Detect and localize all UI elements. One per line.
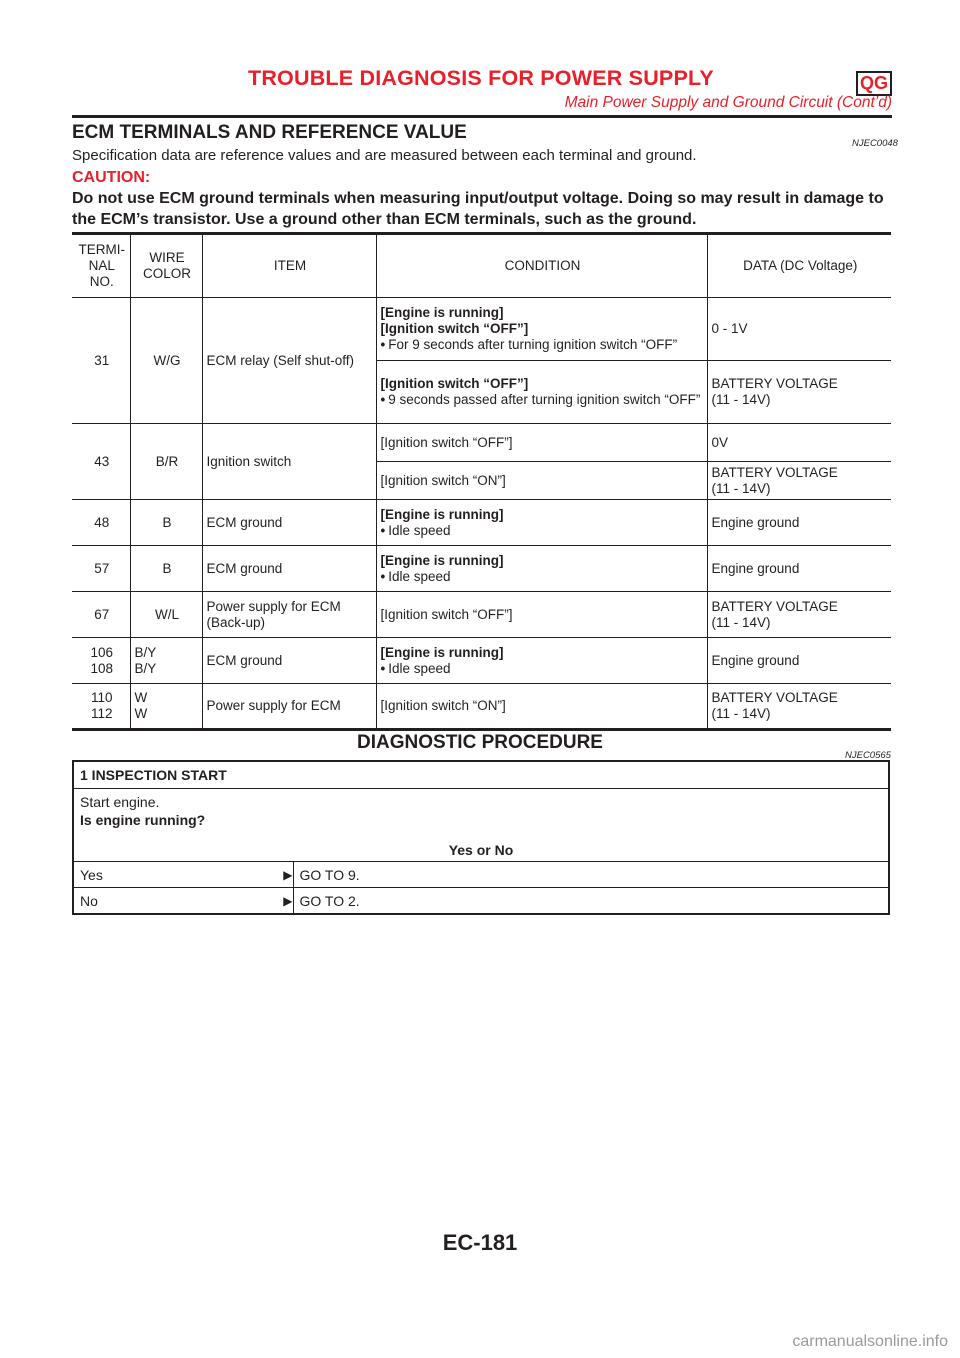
condition-cell	[376, 500, 707, 546]
terminal-line: 110	[90, 690, 113, 705]
item-cell: Power supply for ECM	[202, 684, 376, 730]
data-line: BATTERY VOLTAGE	[711, 690, 838, 705]
diagnostic-title: DIAGNOSTIC PROCEDURE	[357, 732, 603, 753]
page-number: EC-181	[442, 1230, 518, 1255]
terminal-cell: 57	[72, 546, 130, 592]
data-cell: Engine ground	[707, 500, 891, 546]
table-row	[72, 684, 891, 730]
condition-line: [Engine is running]	[380, 506, 504, 522]
arrow-right-icon: ▶	[263, 888, 293, 915]
condition-line: [Engine is running]	[380, 644, 504, 660]
question-line: Is engine running?	[80, 812, 206, 828]
bullet-icon: •	[380, 337, 386, 352]
terminal-cell	[72, 638, 130, 684]
data-line: BATTERY VOLTAGE	[711, 598, 838, 614]
wire-line: B/Y	[134, 644, 157, 660]
terminal-cell: 31	[72, 298, 130, 424]
condition-cell	[376, 361, 707, 424]
condition-cell	[376, 298, 707, 361]
wire-line: W	[134, 690, 148, 705]
condition-cell: [Ignition switch “ON”]	[376, 684, 707, 730]
step-header-row	[73, 761, 889, 789]
item-cell: ECM ground	[202, 638, 376, 684]
section-title: ECM TERMINALS AND REFERENCE VALUE	[72, 122, 467, 143]
terminal-line: 108	[90, 660, 114, 676]
page-title: TROUBLE DIAGNOSIS FOR POWER SUPPLY	[248, 66, 714, 90]
item-cell: Ignition switch	[202, 424, 376, 500]
data-line: BATTERY VOLTAGE	[711, 376, 838, 391]
terminal-line: 106	[90, 644, 114, 660]
data-cell	[707, 462, 891, 500]
page-subtitle: Main Power Supply and Ground Circuit (Cont’d)	[564, 94, 892, 111]
data-cell: Engine ground	[707, 546, 891, 592]
step-body-row	[73, 789, 889, 862]
table-row	[72, 424, 891, 462]
step-body	[73, 789, 889, 862]
header-item: ITEM	[202, 234, 376, 298]
wire-cell: B/R	[130, 424, 202, 500]
data-line: BATTERY VOLTAGE	[711, 464, 838, 480]
condition-cell	[376, 546, 707, 592]
item-cell	[202, 592, 376, 638]
data-cell: 0V	[707, 424, 891, 462]
page-header	[72, 66, 892, 114]
data-line: (11 - 14V)	[711, 392, 771, 407]
answer-row-yes	[73, 862, 889, 888]
table-row	[72, 638, 891, 684]
data-cell: 0 - 1V	[707, 298, 891, 361]
diagnostic-code: NJEC0565	[845, 750, 891, 761]
wire-cell: W/G	[130, 298, 202, 424]
diagnostic-table	[72, 760, 890, 915]
table-header-row	[72, 234, 891, 298]
wire-line: B/Y	[134, 660, 157, 676]
condition-line: [Ignition switch “OFF”]	[380, 321, 529, 336]
wire-line: W	[134, 706, 148, 721]
table-row	[72, 298, 891, 361]
data-cell	[707, 592, 891, 638]
intro-text: Specification data are reference values and are measured between each terminal and ground.	[72, 147, 697, 164]
condition-line: 9 seconds passed after turning ignition switch “OFF”	[388, 392, 701, 407]
answer-action: GO TO 2.	[293, 888, 889, 915]
section-code: NJEC0048	[852, 138, 898, 149]
wire-cell: W/L	[130, 592, 202, 638]
item-cell: ECM ground	[202, 546, 376, 592]
terminal-table	[72, 232, 891, 731]
item-line: Power supply for ECM	[206, 598, 341, 614]
condition-line: Idle speed	[388, 568, 451, 584]
data-cell	[707, 684, 891, 730]
terminal-cell: 48	[72, 500, 130, 546]
data-line: (11 - 14V)	[711, 706, 771, 721]
bullet-icon: •	[380, 392, 386, 407]
arrow-right-icon: ▶	[263, 862, 293, 888]
wire-cell: B	[130, 500, 202, 546]
answer-label: No	[73, 888, 263, 915]
step-title: 1 INSPECTION START	[80, 767, 227, 783]
caution-title: CAUTION:	[72, 169, 151, 186]
header-condition: CONDITION	[376, 234, 707, 298]
table-row	[72, 592, 891, 638]
wire-cell	[130, 638, 202, 684]
header-terminal-no: TERMI- NAL NO.	[72, 234, 130, 298]
condition-cell: [Ignition switch “OFF”]	[376, 424, 707, 462]
table-row	[72, 546, 891, 592]
item-cell: ECM ground	[202, 500, 376, 546]
header-wire-color: WIRE COLOR	[130, 234, 202, 298]
condition-line: For 9 seconds after turning ignition switch “OFF”	[388, 337, 678, 352]
condition-line: [Engine is running]	[380, 305, 504, 320]
answer-label: Yes	[73, 862, 263, 888]
condition-line: Idle speed	[388, 522, 451, 538]
table-row	[72, 500, 891, 546]
wire-cell: B	[130, 546, 202, 592]
data-line: (11 - 14V)	[711, 480, 771, 496]
answer-row-no	[73, 888, 889, 915]
caution-text: Do not use ECM ground terminals when measuring input/output voltage. Doing so may result in damage to the ECM’s transistor. Use a ground other than ECM terminals, such as the ground.	[72, 190, 884, 228]
header-data: DATA (DC Voltage)	[707, 234, 891, 298]
item-line: (Back-up)	[206, 614, 266, 630]
condition-line: Idle speed	[388, 660, 451, 676]
condition-line: [Ignition switch “OFF”]	[380, 376, 529, 391]
instruction-line: Start engine.	[80, 794, 160, 810]
terminal-cell: 67	[72, 592, 130, 638]
data-line: (11 - 14V)	[711, 614, 771, 630]
answer-action: GO TO 9.	[293, 862, 889, 888]
terminal-cell: 43	[72, 424, 130, 500]
condition-line: [Engine is running]	[380, 552, 504, 568]
watermark: carmanualsonline.info	[792, 1333, 948, 1350]
bullet-icon: •	[380, 522, 386, 538]
terminal-cell	[72, 684, 130, 730]
yes-no-prompt: Yes or No	[448, 842, 514, 858]
condition-cell: [Ignition switch “OFF”]	[376, 592, 707, 638]
condition-cell	[376, 638, 707, 684]
bullet-icon: •	[380, 660, 386, 676]
data-cell	[707, 361, 891, 424]
item-cell: ECM relay (Self shut-off)	[202, 298, 376, 424]
wire-cell	[130, 684, 202, 730]
terminal-line: 112	[90, 706, 113, 721]
data-cell: Engine ground	[707, 638, 891, 684]
bullet-icon: •	[380, 568, 386, 584]
engine-badge: QG	[856, 71, 892, 96]
condition-cell: [Ignition switch “ON”]	[376, 462, 707, 500]
header-rule	[72, 115, 892, 118]
